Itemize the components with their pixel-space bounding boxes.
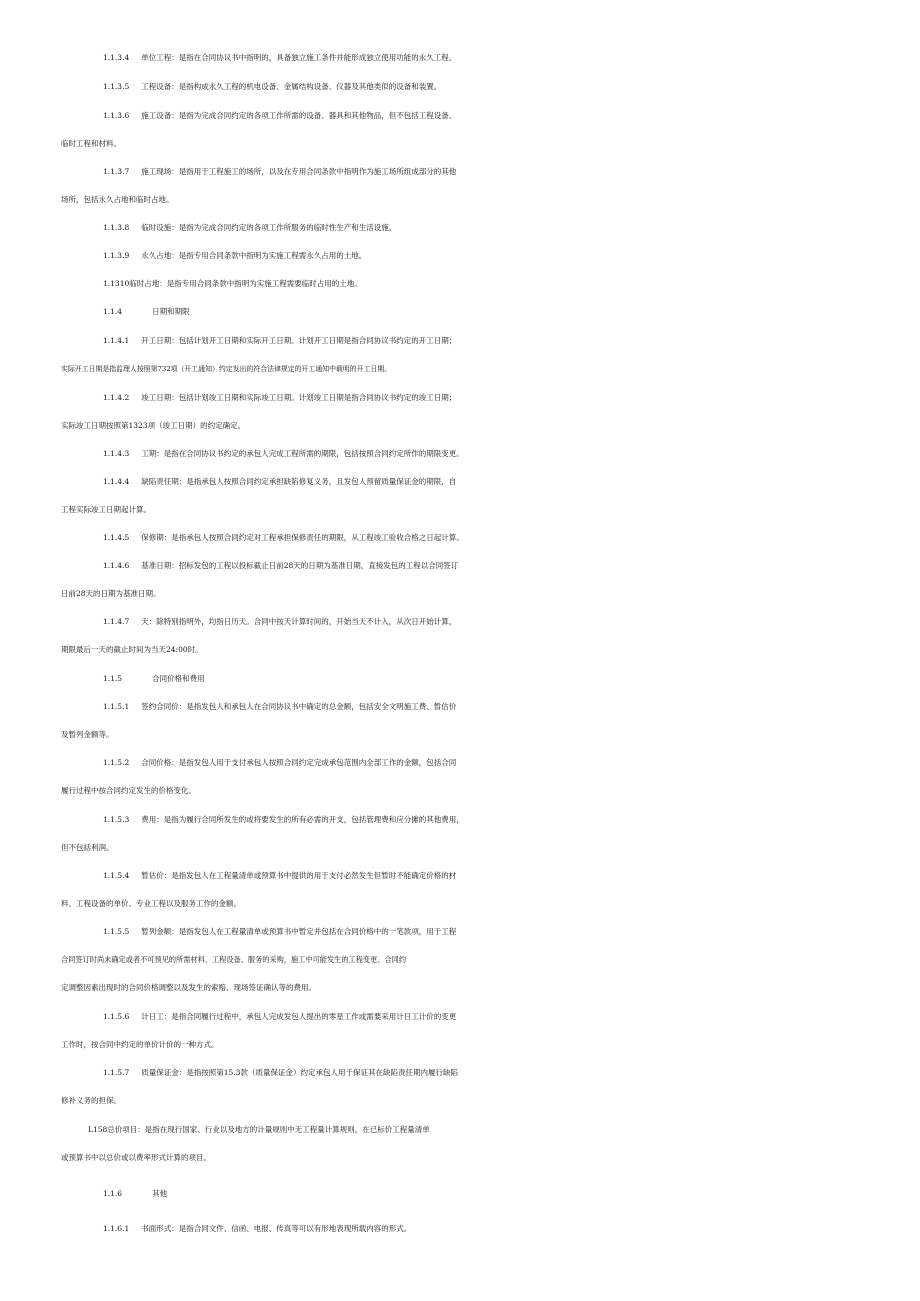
paragraph-1-1-3-4 bbox=[0, 44, 920, 72]
clause-text: 基准日期：招标发包的工程以投标截止日前28天的日期为基准日期，直接发包的工程以合同签订 bbox=[141, 561, 459, 570]
clause-number: 1.1.4.4 bbox=[103, 477, 130, 486]
clause-number: 1.1.4.1 bbox=[103, 336, 130, 345]
clause-text: 签约合同价：是指发包人和承包人在合同协议书中确定的总金额，包括安全文明施工费、暂估价 bbox=[141, 702, 457, 711]
clause-number: 1.1.3.9 bbox=[103, 251, 130, 260]
clause-number: 1.1.3.5 bbox=[103, 82, 130, 91]
clause-text: 单位工程：是指在合同协议书中指明的，具备独立施工条件并能形成独立使用功能的永久工程。 bbox=[141, 53, 457, 62]
section-heading-1-1-6 bbox=[0, 1180, 920, 1208]
paragraph-1-1-3-8 bbox=[0, 214, 920, 242]
paragraph-1-1-6-1 bbox=[0, 1215, 920, 1243]
section-heading-1-1-5 bbox=[0, 665, 920, 693]
paragraph-1-1-4-6 bbox=[0, 552, 920, 608]
clause-text-continued: 实际开工日期是指监理人按照第732项（开工通知）约定发出的符合法律规定的开工通知中载明的开工日期。 bbox=[61, 365, 392, 373]
clause-text: 保修期：是指承包人按照合同约定对工程承担保修责任的期限，从工程竣工验收合格之日起计算。 bbox=[141, 533, 464, 542]
clause-text-continued: 工作时，按合同中约定的单价计价的一种方式。 bbox=[61, 1040, 219, 1049]
clause-number: 1.1.5.2 bbox=[103, 758, 130, 767]
section-number: 1.1.4 bbox=[103, 307, 123, 316]
clause-text-continued: 临时工程和材料。 bbox=[61, 139, 121, 148]
paragraph-1-1-5-2 bbox=[0, 749, 920, 805]
clause-number: 1.1.3.6 bbox=[103, 111, 130, 120]
clause-number: 1.1.4.6 bbox=[103, 561, 130, 570]
clause-text-continued: 但不包括利润。 bbox=[61, 843, 114, 852]
paragraph-1-1-4-2 bbox=[0, 384, 920, 440]
paragraph-1-1-4-1 bbox=[0, 327, 920, 383]
clause-text-continued: 料、工程设备的单价、专业工程以及服务工作的金额。 bbox=[61, 899, 241, 908]
clause-text: 暂估价：是指发包人在工程量清单或预算书中提供的用于支付必然发生但暂时不能确定价格的材 bbox=[141, 871, 457, 880]
clause-text: 费用：是指为履行合同所发生的或将要发生的所有必需的开支，包括管理费和应分摊的其他费用， bbox=[141, 815, 464, 824]
clause-number: 1.1.4.2 bbox=[103, 393, 130, 402]
clause-number: 1.1.4.5 bbox=[103, 533, 130, 542]
paragraph-1-1-4-5 bbox=[0, 524, 920, 552]
paragraph-1-1-5-6 bbox=[0, 1003, 920, 1059]
clause-text: 质量保证金：是指按照第15.3款（质量保证金）约定承包人用于保证其在缺陷责任期内履行缺陷 bbox=[141, 1068, 458, 1077]
clause-text: L158总价项目：是指在现行国家、行业以及地方的计量规则中无工程量计算规则，在已标价工程量清单 bbox=[88, 1125, 430, 1134]
section-title: 日期和期限 bbox=[152, 307, 190, 316]
clause-number: 1.1.5.5 bbox=[103, 927, 130, 936]
clause-text: 缺陷责任期：是指承包人按照合同约定承担缺陷修复义务，且发包人预留质量保证金的期限，自 bbox=[141, 477, 457, 486]
paragraph-1-1-4-4 bbox=[0, 468, 920, 524]
paragraph-1-1-5-1 bbox=[0, 693, 920, 749]
section-number: 1.1.5 bbox=[103, 674, 123, 683]
clause-text: 天：除特别指明外，均指日历天。合同中按天计算时间的，开始当天不计入，从次日开始计算， bbox=[141, 617, 457, 626]
clause-number: 1.1.5.4 bbox=[103, 871, 130, 880]
clause-number: 1.1.5.6 bbox=[103, 1012, 130, 1021]
clause-text-continued: 场所，包括永久占地和临时占地。 bbox=[61, 195, 174, 204]
clause-text: 暂列金额：是指发包人在工程量清单或预算书中暂定并包括在合同价格中的一笔款项，用于工程 bbox=[141, 927, 457, 936]
section-title: 其他 bbox=[152, 1189, 168, 1198]
clause-text: 合同价格：是指发包人用于支付承包人按照合同约定完成承包范围内全部工作的金额，包括合同 bbox=[141, 758, 457, 767]
paragraph-1-1-5-5 bbox=[0, 918, 920, 1002]
clause-text: 竣工日期：包括计划竣工日期和实际竣工日期。计划竣工日期是指合同协议书约定的竣工日期； bbox=[141, 393, 457, 402]
clause-number: 1.1.3.4 bbox=[103, 53, 130, 62]
paragraph-1-1-3-9 bbox=[0, 242, 920, 270]
paragraph-1-1-3-7 bbox=[0, 158, 920, 214]
paragraph-1-1-5-8 bbox=[0, 1116, 920, 1172]
section-number: 1.1.6 bbox=[103, 1189, 123, 1198]
section-title: 合同价格和费用 bbox=[152, 674, 205, 683]
clause-text-continued: 修补义务的担保。 bbox=[61, 1096, 121, 1105]
clause-number: 1.1.4.7 bbox=[103, 617, 130, 626]
paragraph-1-1-4-7 bbox=[0, 608, 920, 664]
clause-text-continued: 期限最后一天的截止时间为当天24:00时。 bbox=[61, 645, 203, 654]
clause-text: 1.1310临时占地：是指专用合同条款中指明为实施工程需要临时占用的土地。 bbox=[103, 279, 362, 288]
clause-text: 施工现场：是指用于工程施工的场所，以及在专用合同条款中指明作为施工场所组成部分的其他 bbox=[141, 167, 457, 176]
clause-text: 计日工：是指合同履行过程中，承包人完成发包人提出的零星工作或需要采用计日工计价的变更 bbox=[141, 1012, 457, 1021]
clause-text: 开工日期：包括计划开工日期和实际开工日期。计划开工日期是指合同协议书约定的开工日期； bbox=[141, 336, 457, 345]
paragraph-1-1-3-10 bbox=[0, 270, 920, 298]
clause-number: 1.1.3.7 bbox=[103, 167, 130, 176]
clause-text: 工程设备：是指构成永久工程的机电设备、金属结构设备、仪器及其他类似的设备和装置。 bbox=[141, 82, 442, 91]
clause-text-continued: 定调整因素出现时的合同价格调整以及发生的索赔、现场签证确认等的费用。 bbox=[61, 983, 316, 992]
clause-number: 1.1.5.3 bbox=[103, 815, 130, 824]
clause-text-continued: 履行过程中按合同约定发生的价格变化。 bbox=[61, 786, 196, 795]
paragraph-1-1-5-7 bbox=[0, 1059, 920, 1115]
clause-number: 1.1.3.8 bbox=[103, 223, 130, 232]
clause-text: 永久占地：是指专用合同条款中指明为实施工程需永久占用的土地。 bbox=[141, 251, 367, 260]
clause-number: 1.1.5.7 bbox=[103, 1068, 130, 1077]
clause-number: 1.1.6.1 bbox=[103, 1224, 130, 1233]
clause-text: 书面形式：是指合同文件、信函、电报、传真等可以有形地表现所载内容的形式。 bbox=[141, 1224, 412, 1233]
clause-text: 施工设备：是指为完成合同约定的各项工作所需的设备、器具和其他物品，但不包括工程设备、 bbox=[141, 111, 457, 120]
paragraph-1-1-4-3 bbox=[0, 440, 920, 468]
section-heading-1-1-4 bbox=[0, 298, 920, 326]
paragraph-1-1-3-6 bbox=[0, 102, 920, 158]
clause-text-continued: 日前28天的日期为基准日期。 bbox=[61, 589, 161, 598]
clause-text-continued: 工程实际竣工日期起计算。 bbox=[61, 505, 151, 514]
clause-text-continued: 或预算书中以总价或以费率形式计算的项目。 bbox=[61, 1153, 211, 1162]
clause-text-continued: 及暂列金额等。 bbox=[61, 730, 114, 739]
clause-number: 1.1.4.3 bbox=[103, 449, 130, 458]
paragraph-1-1-5-4 bbox=[0, 862, 920, 918]
clause-text: 工期：是指在合同协议书约定的承包人完成工程所需的期限，包括按照合同约定所作的期限变更。 bbox=[141, 449, 464, 458]
clause-number: 1.1.5.1 bbox=[103, 702, 130, 711]
clause-text-continued: 实际竣工日期按照第1323项（竣工日期）的约定确定。 bbox=[61, 421, 246, 430]
paragraph-1-1-3-5 bbox=[0, 73, 920, 101]
clause-text-continued: 合同签订时尚未确定或者不可预见的所需材料、工程设备、服务的采购，施工中可能发生的工程变更、合同约 bbox=[61, 955, 407, 964]
clause-text: 临时设施：是指为完成合同约定的各项工作所服务的临时性生产和生活设施。 bbox=[141, 223, 397, 232]
paragraph-1-1-5-3 bbox=[0, 806, 920, 862]
